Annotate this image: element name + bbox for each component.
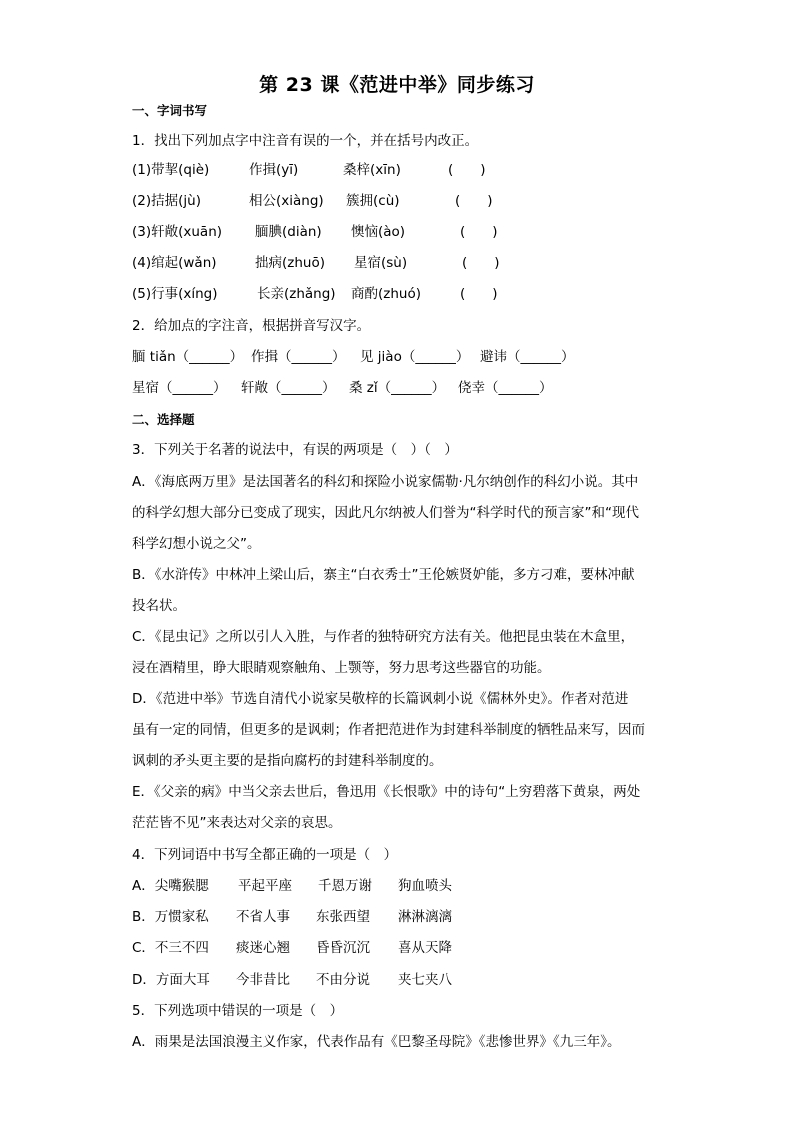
q3-option-line: A．《海底两万里》是法国著名的科幻和探险小说家儒勒·凡尔纳创作的科幻小说。其中 bbox=[132, 474, 639, 490]
section-heading-1: 一、字词书写 bbox=[132, 103, 208, 118]
q1-item: 桑梓(xīn) bbox=[343, 162, 401, 178]
q1-item: 长亲(zhǎng) bbox=[257, 286, 336, 302]
q1-item: (3)轩敞(xuān) bbox=[132, 224, 223, 240]
q2-item[interactable]: 作揖（______） bbox=[251, 349, 346, 365]
q2-item[interactable]: 星宿（______） bbox=[132, 380, 227, 396]
q4-word: C．不三不四 bbox=[132, 940, 209, 956]
q5-option-a[interactable]: A．雨果是法国浪漫主义作家，代表作品有《巴黎圣母院》《悲惨世界》《九三年》。 bbox=[132, 1034, 621, 1050]
q4-word: 痰迷心翘 bbox=[236, 940, 290, 956]
q1-item: 星宿(sù) bbox=[354, 255, 408, 271]
q2-item[interactable]: 桑 zǐ（______） bbox=[349, 380, 446, 396]
q4-word: 狗血喷头 bbox=[398, 878, 452, 894]
q2-item[interactable]: 避讳（______） bbox=[480, 349, 575, 365]
q4-word: 平起平座 bbox=[238, 878, 292, 894]
question-4-stem: 4．下列词语中书写全都正确的一项是（ ） bbox=[132, 847, 398, 863]
q1-item: (2)拮据(jù) bbox=[132, 193, 201, 209]
q4-word: 淋淋漓漓 bbox=[398, 909, 452, 925]
q1-item: 商酌(zhuó) bbox=[351, 286, 421, 302]
q4-word: D．方面大耳 bbox=[132, 972, 210, 988]
q1-item: 簇拥(cù) bbox=[346, 193, 400, 209]
q1-item: (4)绾起(wǎn) bbox=[132, 255, 217, 271]
answer-blank[interactable]: ( ) bbox=[448, 162, 486, 178]
q1-item: 作揖(yī) bbox=[249, 162, 299, 178]
q4-word: 喜从天降 bbox=[398, 940, 452, 956]
q3-option-line: D．《范进中举》节选自清代小说家吴敬梓的长篇讽刺小说《儒林外史》。作者对范进 bbox=[132, 691, 629, 707]
q4-word: B．万惯家私 bbox=[132, 909, 209, 925]
q2-item[interactable]: 轩敞（______） bbox=[241, 380, 336, 396]
q1-item: 相公(xiàng) bbox=[249, 193, 324, 209]
answer-blank[interactable]: ( ) bbox=[462, 255, 500, 271]
q1-item: 拙病(zhuō) bbox=[255, 255, 325, 271]
answer-blank[interactable]: ( ) bbox=[460, 224, 498, 240]
q1-item: (1)带挈(qiè) bbox=[132, 162, 210, 178]
q3-option-line: 科学幻想小说之父”。 bbox=[132, 536, 261, 552]
question-3-stem: 3．下列关于名著的说法中，有误的两项是（ ）（ ） bbox=[132, 442, 458, 458]
q4-word: 夹七夹八 bbox=[398, 972, 452, 988]
q2-item[interactable]: 侥幸（______） bbox=[458, 380, 553, 396]
q1-item: (5)行事(xíng) bbox=[132, 286, 218, 302]
q4-word: 不由分说 bbox=[316, 972, 370, 988]
answer-blank[interactable]: ( ) bbox=[455, 193, 493, 209]
q4-word: 今非昔比 bbox=[236, 972, 290, 988]
q3-option-line: 的科学幻想大部分已变成了现实，因此凡尔纳被人们誉为“科学时代的预言家”和“现代 bbox=[132, 505, 639, 521]
q2-item[interactable]: 腼 tiǎn（______） bbox=[132, 349, 244, 365]
q3-option-line: E．《父亲的病》中当父亲去世后，鲁迅用《长恨歌》中的诗句“上穷碧落下黄泉，两处 bbox=[132, 784, 641, 800]
q3-option-line: 虽有一定的同情，但更多的是讽刺；作者把范进作为封建科举制度的牺牲品来写，因而 bbox=[132, 722, 645, 738]
q3-option-line: 浸在酒精里，睁大眼睛观察触角、上颚等，努力思考这些器官的功能。 bbox=[132, 660, 551, 676]
question-1-stem: 1．找出下列加点字中注音有误的一个，并在括号内改正。 bbox=[132, 133, 479, 149]
q4-word: 昏昏沉沉 bbox=[316, 940, 370, 956]
q2-item[interactable]: 见 jiào（______） bbox=[360, 349, 470, 365]
q4-word: 千恩万谢 bbox=[318, 878, 372, 894]
page-title: 第 23 课《范进中举》同步练习 bbox=[259, 74, 535, 96]
q4-word: 东张西望 bbox=[316, 909, 370, 925]
q1-item: 懊恼(ào) bbox=[351, 224, 406, 240]
answer-blank[interactable]: ( ) bbox=[460, 286, 498, 302]
q3-option-line: C．《昆虫记》之所以引人入胜，与作者的独特研究方法有关。他把昆虫装在木盒里， bbox=[132, 629, 635, 645]
question-5-stem: 5．下列选项中错误的一项是（ ） bbox=[132, 1003, 344, 1019]
question-2-stem: 2．给加点的字注音，根据拼音写汉字。 bbox=[132, 318, 371, 334]
q1-item: 腼腆(diàn) bbox=[255, 224, 322, 240]
q3-option-line: B．《水浒传》中林冲上梁山后，寨主“白衣秀士”王伦嫉贤妒能，多方刁难，要林冲献 bbox=[132, 567, 635, 583]
q3-option-line: 讽刺的矛头更主要的是指向腐朽的封建科举制度的。 bbox=[132, 753, 443, 769]
q4-word: 不省人事 bbox=[236, 909, 290, 925]
q3-option-line: 投名状。 bbox=[132, 598, 186, 614]
q4-word: A．尖嘴猴腮 bbox=[132, 878, 209, 894]
section-heading-2: 二、选择题 bbox=[132, 412, 195, 427]
q3-option-line: 茫茫皆不见”来表达对父亲的哀思。 bbox=[132, 815, 342, 831]
